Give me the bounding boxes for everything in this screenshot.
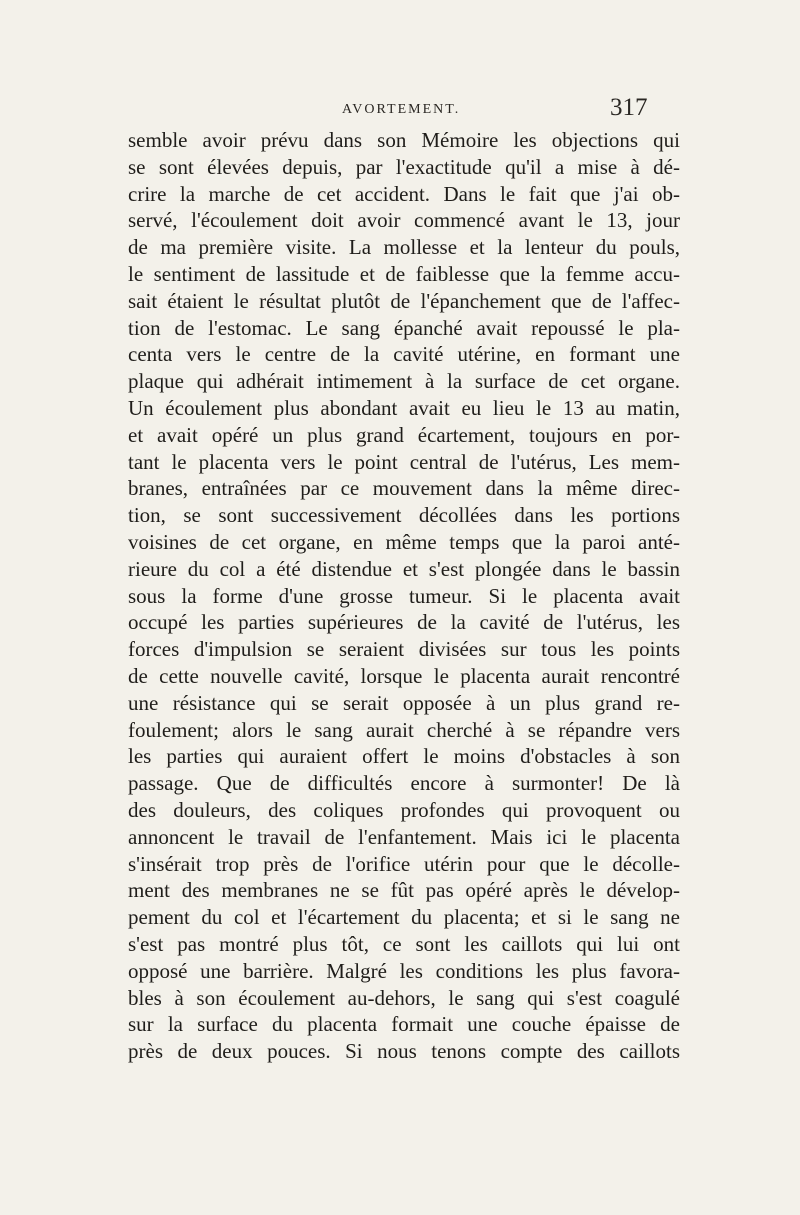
running-title: AVORTEMENT. [342,102,461,117]
text-line: s'insérait trop près de l'orifice utérin pour que le décolle- [128,851,680,876]
text-line: passage. Que de difficultés encore à surmonter! De là [128,771,680,796]
text-line: semble avoir prévu dans son Mémoire les objections qui [128,128,680,152]
text-line: occupé les parties supérieures de la cavité de l'utérus, les [128,610,680,635]
text-line: près de deux pouces. Si nous tenons compte des caillots [128,1039,680,1064]
text-line: tion de l'estomac. Le sang épanché avait repoussé le pla- [128,315,680,340]
text-line: se sont élevées depuis, par l'exactitude qu'il a mise à dé- [128,154,680,179]
text-line: opposé une barrière. Malgré les conditions les plus favora- [128,958,680,983]
text-line: centa vers le centre de la cavité utérine, en formant une [128,342,680,367]
text-line: les parties qui auraient offert le moins d'obstacles à son [128,744,680,769]
text-line: plaque qui adhérait intimement à la surface de cet organe. [128,369,680,394]
body-text [128,127,680,1065]
text-line: voisines de cet organe, en même temps que la paroi anté- [128,529,680,554]
text-line: Un écoulement plus abondant avait eu lieu le 13 au matin, [128,395,680,420]
text-line: branes, entraînées par ce mouvement dans la même direc- [128,476,680,501]
page-number: 317 [610,94,648,121]
text-line: de cette nouvelle cavité, lorsque le placenta aurait rencontré [128,663,680,688]
text-line: de ma première visite. La mollesse et la lenteur du pouls, [128,235,680,260]
text-line: pement du col et l'écartement du placenta; et si le sang ne [128,905,680,930]
running-head [0,96,800,126]
text-line: servé, l'écoulement doit avoir commencé avant le 13, jour [128,208,680,233]
text-line: annoncent le travail de l'enfantement. Mais ici le placenta [128,824,680,849]
text-line: rieure du col a été distendue et s'est plongée dans le bassin [128,556,680,581]
text-line: tion, se sont successivement décollées dans les portions [128,503,680,528]
text-line: sous la forme d'une grosse tumeur. Si le placenta avait [128,583,680,608]
text-line: une résistance qui se serait opposée à un plus grand re- [128,690,680,715]
text-line: des douleurs, des coliques profondes qui provoquent ou [128,797,680,822]
text-line: sait étaient le résultat plutôt de l'épanchement que de l'affec- [128,288,680,313]
text-line: s'est pas montré plus tôt, ce sont les caillots qui lui ont [128,931,680,956]
text-line: le sentiment de lassitude et de faiblesse que la femme accu- [128,261,680,286]
text-line: foulement; alors le sang aurait cherché à se répandre vers [128,717,680,742]
text-line: ment des membranes ne se fût pas opéré après le dévelop- [128,878,680,903]
text-line: et avait opéré un plus grand écartement, toujours en por- [128,422,680,447]
text-line: crire la marche de cet accident. Dans le fait que j'ai ob- [128,181,680,206]
text-line: bles à son écoulement au-dehors, le sang qui s'est coagulé [128,985,680,1010]
text-line: forces d'impulsion se seraient divisées sur tous les points [128,637,680,662]
text-line: sur la surface du placenta formait une couche épaisse de [128,1012,680,1037]
text-line: tant le placenta vers le point central de l'utérus, Les mem- [128,449,680,474]
